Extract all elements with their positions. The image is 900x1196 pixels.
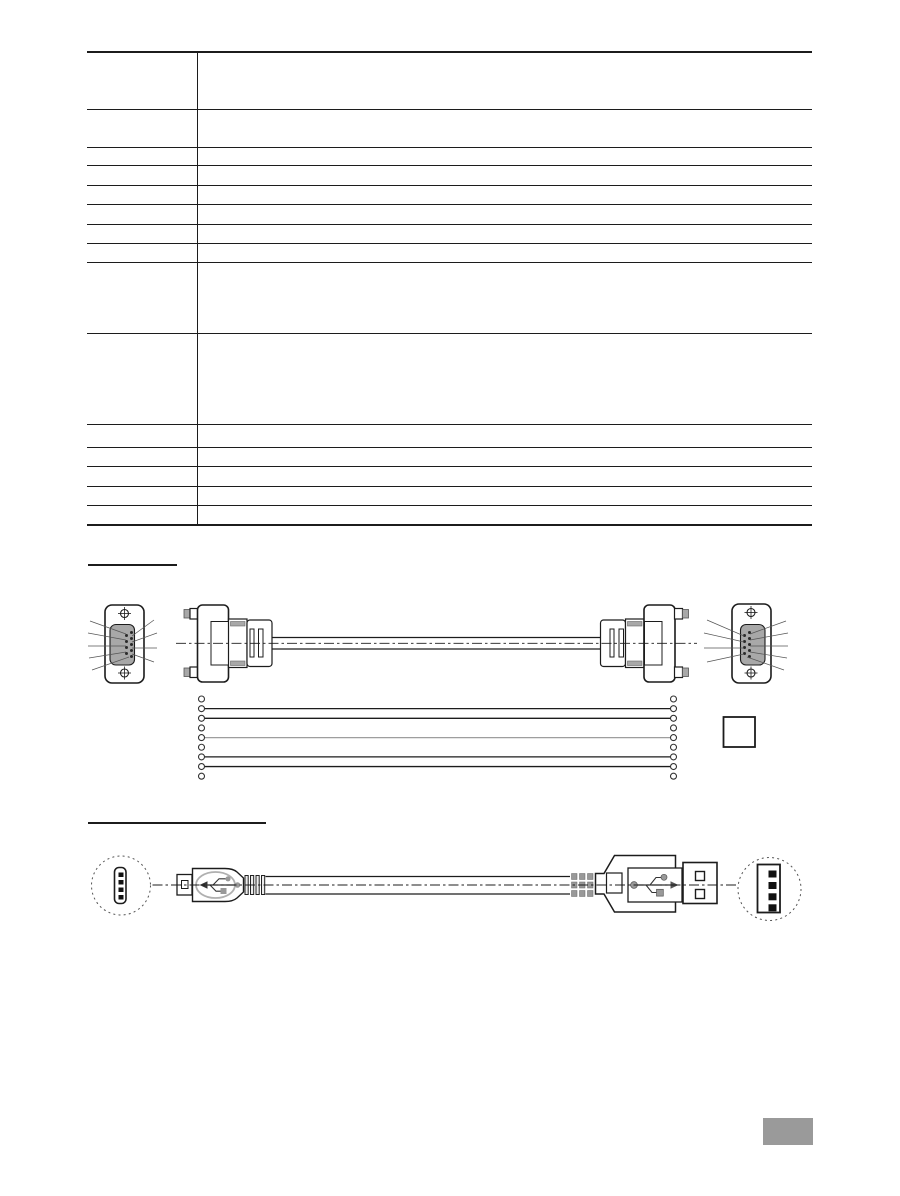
table-cell-label — [87, 425, 198, 447]
wiring-pin-circle — [199, 754, 205, 760]
wiring-pin-circle — [671, 715, 677, 721]
serial-section-underline — [88, 564, 177, 566]
table-row — [87, 165, 812, 185]
flange-bar — [231, 661, 246, 666]
thumbscrew — [675, 667, 683, 678]
wiring-pin-circle — [199, 715, 205, 721]
wiring-pin-circle — [671, 725, 677, 731]
thumbscrew-cap — [683, 610, 689, 619]
table-cell-label — [87, 467, 198, 486]
table-row — [87, 109, 812, 147]
usb-cable-diagram — [80, 840, 810, 935]
wiring-group — [199, 696, 677, 779]
table-cell-value — [198, 448, 812, 466]
table-cell-label — [87, 186, 198, 204]
table-cell-label — [87, 225, 198, 243]
table-cell-value — [198, 506, 812, 524]
wiring-pin-circle — [199, 773, 205, 779]
flange-bar — [628, 661, 643, 666]
table-cell-value — [198, 110, 812, 147]
plug-tip-window — [182, 881, 189, 889]
table-cell-value — [198, 263, 812, 333]
table-cell-value — [198, 487, 812, 505]
table-cell-value — [198, 467, 812, 486]
table-cell-label — [87, 334, 198, 424]
usb-a-end-view — [738, 858, 801, 921]
table-row — [87, 505, 812, 524]
table-cell-label — [87, 110, 198, 147]
wiring-pin-circle — [671, 744, 677, 750]
table-cell-label — [87, 244, 198, 262]
table-cell-label — [87, 263, 198, 333]
table-cell-label — [87, 166, 198, 185]
thumbscrew — [675, 609, 683, 620]
table-cell-label — [87, 487, 198, 505]
db9-face-right — [704, 604, 788, 683]
table-cell-label — [87, 53, 198, 109]
table-row — [87, 224, 812, 243]
table-cell-value — [198, 186, 812, 204]
table-cell-label — [87, 148, 198, 165]
table-row — [87, 262, 812, 333]
table-cell-value — [198, 425, 812, 447]
table-row — [87, 243, 812, 262]
wiring-pin-circle — [671, 735, 677, 741]
wiring-pin-circle — [671, 764, 677, 770]
wiring-pin-circle — [671, 754, 677, 760]
table-row — [87, 204, 812, 224]
wiring-pin-circle — [671, 696, 677, 702]
table-row — [87, 147, 812, 165]
table-cell-value — [198, 205, 812, 224]
wiring-pin-circle — [199, 764, 205, 770]
flange-bar — [628, 622, 643, 627]
table-row — [87, 185, 812, 204]
thumbscrew-cap — [184, 610, 190, 619]
wiring-pin-circle — [199, 706, 205, 712]
serial-cable-diagram — [80, 595, 820, 790]
table-row — [87, 486, 812, 505]
thumbscrew-cap — [683, 668, 689, 677]
table-cell-label — [87, 205, 198, 224]
db9-face-left — [88, 605, 157, 683]
usb-mini-end-view — [92, 856, 151, 915]
table-row — [87, 447, 812, 466]
wiring-pin-circle — [671, 773, 677, 779]
wiring-pin-circle — [199, 744, 205, 750]
wiring-pin-circle — [199, 725, 205, 731]
table-cell-label — [87, 448, 198, 466]
table-cell-value — [198, 148, 812, 165]
table-row — [87, 333, 812, 424]
shell-hole — [696, 890, 705, 899]
table-cell-value — [198, 244, 812, 262]
wiring-pin-circle — [671, 706, 677, 712]
usb-section-underline — [88, 822, 266, 824]
usb-a-plug — [572, 856, 718, 913]
table-cell-value — [198, 166, 812, 185]
callout-box — [724, 717, 756, 747]
plug-window — [607, 873, 623, 893]
thumbscrew-cap — [184, 668, 190, 677]
table-row — [87, 424, 812, 447]
table-cell-value — [198, 53, 812, 109]
page-number-box — [763, 1118, 813, 1145]
wiring-pin-circle — [199, 696, 205, 702]
wiring-pin-circle — [199, 735, 205, 741]
flange-bar — [231, 622, 246, 627]
table-cell-label — [87, 506, 198, 524]
shell-hole — [696, 872, 705, 881]
table-cell-value — [198, 225, 812, 243]
spec-table — [87, 51, 812, 526]
table-row — [87, 53, 812, 109]
table-row — [87, 466, 812, 486]
table-cell-value — [198, 334, 812, 424]
